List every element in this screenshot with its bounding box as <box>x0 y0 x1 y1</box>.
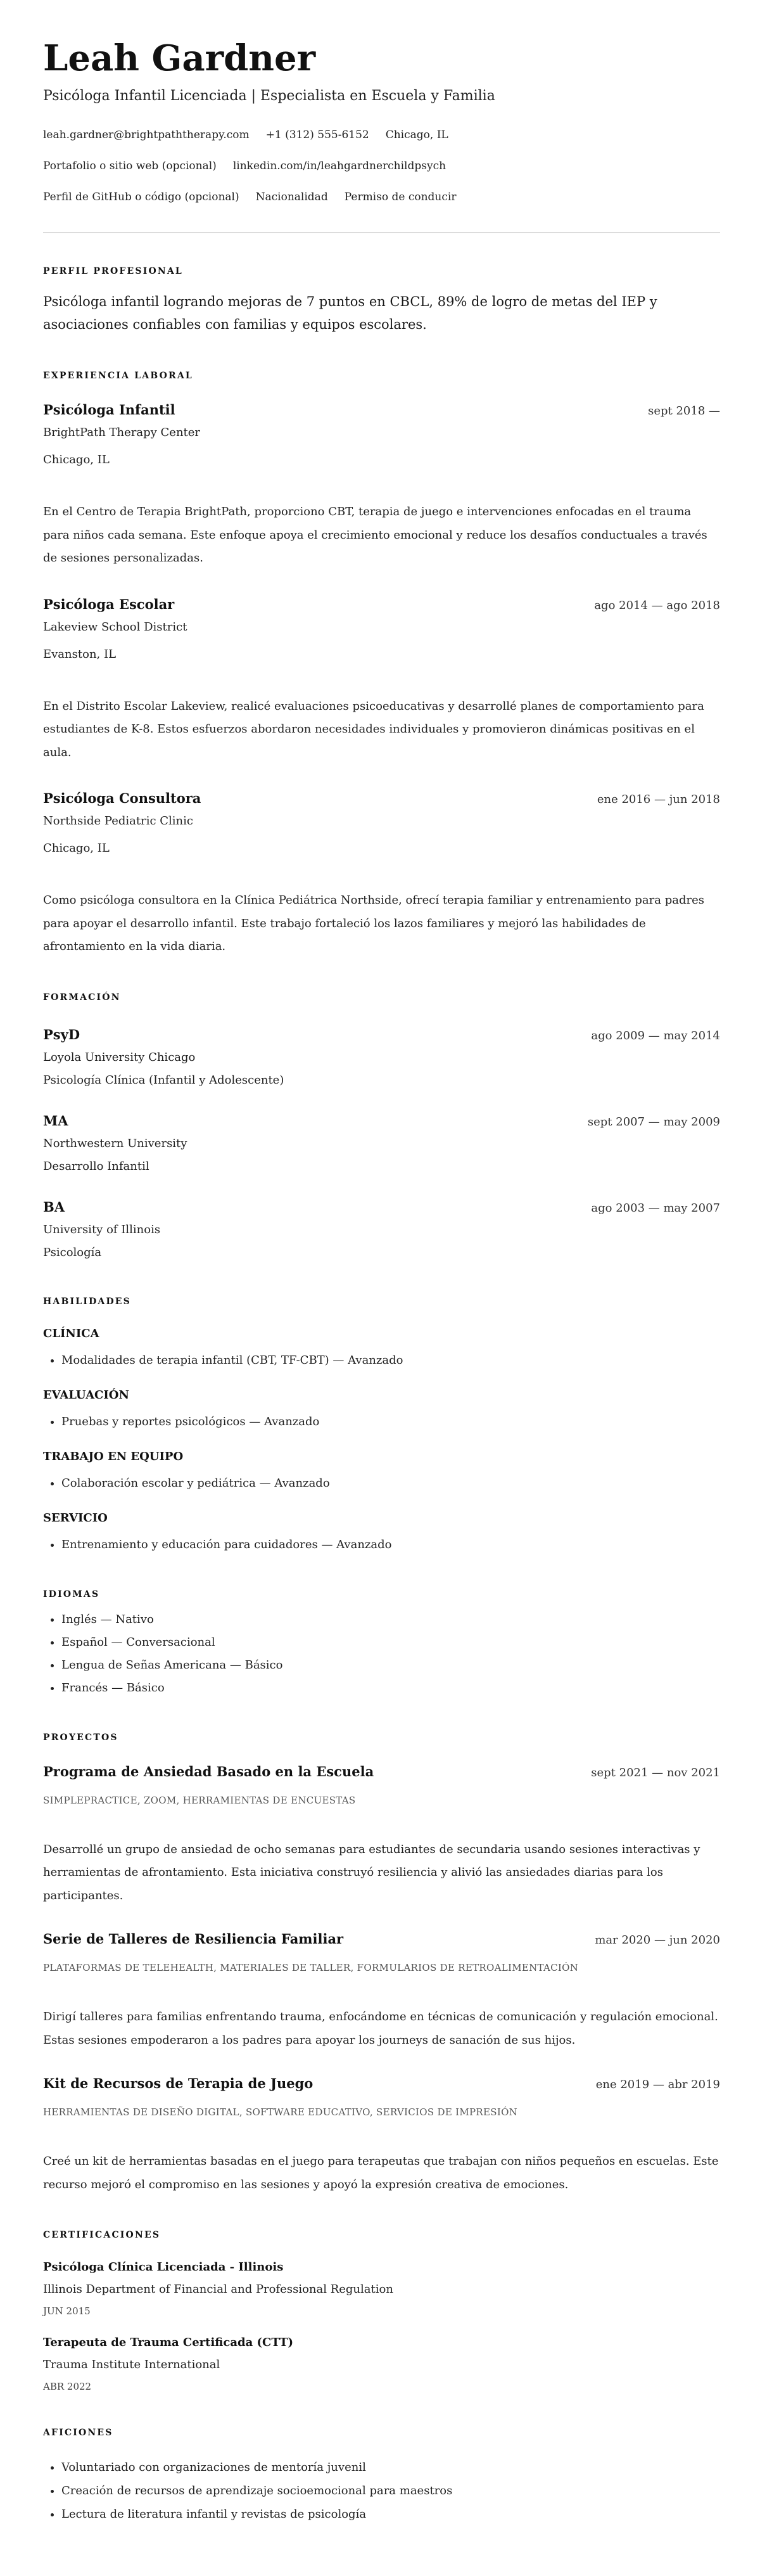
nationality: Nacionalidad <box>255 191 328 203</box>
degree: BA <box>43 1198 65 1215</box>
portfolio-link[interactable]: Portafolio o sitio web (opcional) <box>43 160 217 172</box>
professional-title: Psicóloga Infantil Licenciada | Especialista en Escuela y Familia <box>43 88 495 104</box>
project-tech: HERRAMIENTAS DE DISEÑO DIGITAL, SOFTWARE EDUCATIVO, SERVICIOS DE IMPRESIÓN <box>43 2106 518 2118</box>
education-entry <box>43 1025 720 1089</box>
certification-title: Psicóloga Clínica Licenciada - Illinois <box>43 2260 284 2274</box>
certification-title: Terapeuta de Trauma Certificada (CTT) <box>43 2336 294 2350</box>
project-title: Serie de Talleres de Resiliencia Familiar <box>43 1931 344 1947</box>
resume-header <box>43 38 720 206</box>
location: Chicago, IL <box>385 129 448 141</box>
project-dates: ene 2019 — abr 2019 <box>595 2078 720 2092</box>
linkedin-link[interactable]: linkedin.com/in/leahgardnerchildpsych <box>232 160 446 172</box>
job-title: Psicóloga Infantil <box>43 402 175 418</box>
certification-entry <box>43 2259 720 2318</box>
job-dates: ene 2016 — jun 2018 <box>597 793 720 806</box>
project-entry <box>43 2074 720 2196</box>
project-description: Dirigí talleres para familias enfrentando trauma, enfocándome en técnicas de comunicación y regulación emocional. Estas sesiones empoderaron a los padres para apoyar los journeys de sanación de sus hijos. <box>43 2010 718 2047</box>
field-of-study: Psicología Clínica (Infantil y Adolescente) <box>43 1073 284 1087</box>
project-tech: SIMPLEPRACTICE, ZOOM, HERRAMIENTAS DE ENCUESTAS <box>43 1794 356 1806</box>
job-description: En el Centro de Terapia BrightPath, proporciono CBT, terapia de juego e intervenciones enfocadas en el trauma para niños cada semana. Este enfoque apoya el crecimiento emocional y reduce los desafíos conductuales a través de sesiones personalizadas. <box>43 505 707 565</box>
project-description: Creé un kit de herramientas basadas en el juego para terapeutas que trabajan con niños pequeños en escuelas. Este recurso mejoró el compromiso en las sesiones y apoyó la expresión creativa de emociones. <box>43 2155 719 2191</box>
section-heading: PROYECTOS <box>43 1732 118 1743</box>
language-item: • Español — Conversacional <box>61 1631 720 1654</box>
section-heading: PERFIL PROFESIONAL <box>43 266 183 276</box>
skill-category: TRABAJO EN EQUIPO <box>43 1449 184 1463</box>
section-heading: FORMACIÓN <box>43 992 121 1003</box>
header-divider <box>43 232 720 233</box>
project-dates: mar 2020 — jun 2020 <box>595 1933 720 1947</box>
job-dates: ago 2014 — ago 2018 <box>594 598 720 612</box>
field-of-study: Desarrollo Infantil <box>43 1159 149 1173</box>
contact-row <box>43 157 720 175</box>
education-dates: ago 2009 — may 2014 <box>591 1028 720 1042</box>
education-dates: sept 2007 — may 2009 <box>587 1115 720 1129</box>
project-description: Desarrollé un grupo de ansiedad de ocho semanas para estudiantes de secundaria usando sesiones interactivas y herramientas de afrontamiento. Esta iniciativa construyó resiliencia y alivió las ansiedades diarias para los participantes. <box>43 1842 700 1902</box>
job-dates: sept 2018 — <box>648 404 720 418</box>
education-entry <box>43 1198 720 1262</box>
job-entry <box>43 789 720 959</box>
summary-section <box>43 265 720 336</box>
job-title: Psicóloga Escolar <box>43 596 175 612</box>
education-section <box>43 991 720 1262</box>
project-tech: PLATAFORMAS DE TELEHEALTH, MATERIALES DE TALLER, FORMULARIOS DE RETROALIMENTACIÓN <box>43 1962 579 1974</box>
certification-issuer: Illinois Department of Financial and Professional Regulation <box>43 2283 393 2297</box>
candidate-name: Leah Gardner <box>43 37 316 79</box>
projects-section <box>43 1731 720 2197</box>
project-dates: sept 2021 — nov 2021 <box>591 1765 720 1779</box>
certification-issuer: Trauma Institute International <box>43 2358 220 2372</box>
job-company: Lakeview School District <box>43 620 187 634</box>
skill-item: • Colaboración escolar y pediátrica — Avanzado <box>61 1475 720 1492</box>
hobby-item: • Lectura de literatura infantil y revistas de psicología <box>61 2502 720 2526</box>
section-heading: HABILIDADES <box>43 1296 131 1307</box>
summary-text: Psicóloga infantil logrando mejoras de 7 puntos en CBCL, 89% de logro de metas del IEP y asociaciones confiables con familias y equipos escolares. <box>43 294 657 332</box>
school: University of Illinois <box>43 1222 161 1236</box>
section-heading: AFICIONES <box>43 2428 113 2438</box>
language-item: • Lengua de Señas Americana — Básico <box>61 1654 720 1677</box>
education-entry <box>43 1112 720 1176</box>
job-location: Chicago, IL <box>43 453 110 466</box>
job-location: Chicago, IL <box>43 842 110 855</box>
education-dates: ago 2003 — may 2007 <box>591 1201 720 1215</box>
hobbies-section <box>43 2426 720 2526</box>
project-title: Kit de Recursos de Terapia de Juego <box>43 2075 314 2092</box>
skill-category: SERVICIO <box>43 1511 108 1525</box>
skill-item: • Modalidades de terapia infantil (CBT, TF-CBT) — Avanzado <box>61 1352 720 1369</box>
phone: +1 (312) 555-6152 <box>265 129 369 141</box>
job-title: Psicóloga Consultora <box>43 790 201 806</box>
language-item: • Inglés — Nativo <box>61 1608 720 1631</box>
language-item: • Francés — Básico <box>61 1677 720 1700</box>
job-description: En el Distrito Escolar Lakeview, realicé evaluaciones psicoeducativas y desarrollé planes de comportamiento para estudiantes de K-8. Estos esfuerzos abordaron necesidades individuales y promovieron dinámicas positivas en el aula. <box>43 699 704 759</box>
field-of-study: Psicología <box>43 1245 102 1259</box>
languages-section <box>43 1588 720 1700</box>
certification-entry <box>43 2335 720 2393</box>
school: Northwestern University <box>43 1136 187 1150</box>
skill-category: EVALUACIÓN <box>43 1388 129 1402</box>
project-entry <box>43 1930 720 2052</box>
skill-item: • Pruebas y reportes psicológicos — Avanzado <box>61 1413 720 1431</box>
section-heading: CERTIFICACIONES <box>43 2230 161 2241</box>
driving-license: Permiso de conducir <box>344 191 457 203</box>
experience-section <box>43 369 720 959</box>
github-link[interactable]: Perfil de GitHub o código (opcional) <box>43 191 239 203</box>
job-company: BrightPath Therapy Center <box>43 426 201 439</box>
certification-date: JUN 2015 <box>43 2305 91 2317</box>
job-entry <box>43 595 720 765</box>
degree: MA <box>43 1112 68 1129</box>
hobby-item: • Creación de recursos de aprendizaje socioemocional para maestros <box>61 2479 720 2502</box>
hobby-item: • Voluntariado con organizaciones de mentoría juvenil <box>61 2456 720 2479</box>
skill-category: CLÍNICA <box>43 1326 99 1340</box>
certification-date: ABR 2022 <box>43 2381 92 2393</box>
job-description: Como psicóloga consultora en la Clínica Pediátrica Northside, ofrecí terapia familiar y entrenamiento para padres para apoyar el desarrollo infantil. Este trabajo fortaleció los lazos familiares y mejoró las habilidades de afrontamiento en la vida diaria. <box>43 894 704 953</box>
contact-row <box>43 188 720 206</box>
certifications-section <box>43 2229 720 2393</box>
skills-section <box>43 1295 720 1554</box>
degree: PsyD <box>43 1026 80 1042</box>
email-link[interactable]: leah.gardner@brightpaththerapy.com <box>43 129 250 141</box>
school: Loyola University Chicago <box>43 1050 196 1064</box>
job-location: Evanston, IL <box>43 647 117 661</box>
job-company: Northside Pediatric Clinic <box>43 814 193 828</box>
project-entry <box>43 1762 720 1908</box>
section-heading: EXPERIENCIA LABORAL <box>43 371 193 381</box>
project-title: Programa de Ansiedad Basado en la Escuela <box>43 1763 374 1779</box>
job-entry <box>43 400 720 570</box>
section-heading: IDIOMAS <box>43 1589 100 1599</box>
skill-item: • Entrenamiento y educación para cuidadores — Avanzado <box>61 1536 720 1554</box>
contact-row <box>43 126 720 144</box>
